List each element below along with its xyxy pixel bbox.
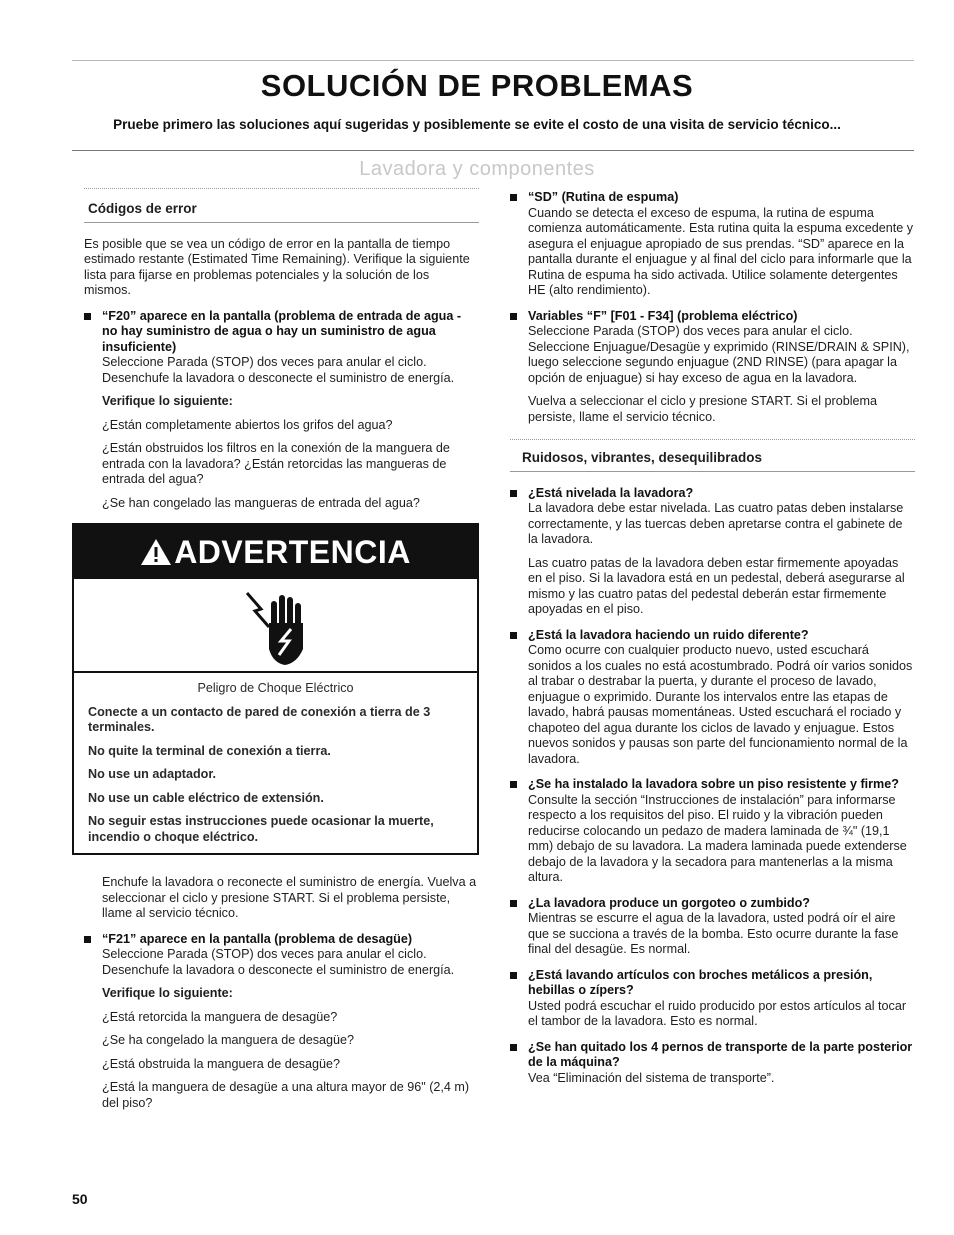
f21-text: Seleccione Parada (STOP) dos veces para anular el ciclo. Desenchufe la lavadora o desconecte el suministro de energía. <box>102 947 455 977</box>
list-item <box>510 190 915 299</box>
n1-title: ¿Está nivelada la lavadora? <box>528 485 694 500</box>
f21-q3: ¿Está obstruida la manguera de desagüe? <box>102 1056 341 1071</box>
top-rule <box>72 60 914 61</box>
n3-text: Consulte la sección “Instrucciones de instalación” para informarse respecto a los requisitos del piso. El ruido y la vibración pueden reducirse colocando un pedazo de madera laminada de ¾" (19,1 mm) debajo de su lavadora. La madera laminada puede extenderse debajo de la lavadora y la secadora para mantenerlas a la misma altura. <box>528 792 907 884</box>
f20-text: Seleccione Parada (STOP) dos veces para anular el ciclo. Desenchufe la lavadora o desconecte el suministro de energía. <box>102 355 455 385</box>
fvar-text: Seleccione Parada (STOP) dos veces para anular el ciclo. Seleccione Enjuague/Desagüe y exprimido (RINSE/DRAIN & SPIN), luego seleccione segundo enjuague (2ND RINSE) (para apagar la opción de enjuague) si hay exceso de agua en la lavadora. <box>528 324 910 385</box>
fvar-text-2: Vuelva a seleccionar el ciclo y presione START. Si el problema persiste, llame el servicio técnico. <box>528 394 878 424</box>
list-item <box>84 932 479 979</box>
f20-q2: ¿Están obstruidos los filtros en la conexión de la manguera de entrada con la lavadora? ¿Están retorcidas las mangueras de entrada del agua? <box>102 441 450 486</box>
intro-text: Es posible que se vea un código de error en la pantalla de tiempo estimado restante (Estimated Time Remaining). Verifique la siguiente lista para fijarse en problemas potenciales y la solución de los mismos. <box>84 236 470 297</box>
f20-q3: ¿Se han congelado las mangueras de entrada del agua? <box>102 495 420 510</box>
f20-title: “F20” aparece en la pantalla (problema de entrada de agua - no hay suministro de agua o hay un suministro de agua insuficiente) <box>102 308 462 354</box>
hazard-text: Peligro de Choque Eléctrico <box>197 681 354 695</box>
n4-text: Mientras se escurre el agua de la lavadora, usted podrá oír el aire que se succiona a través de la bomba. Esto ocurre durante la fase final del desagüe. Es normal. <box>528 911 899 956</box>
noise-heading: Ruidosos, vibrantes, desequilibrados <box>522 450 763 465</box>
fvar-title: Variables “F” [F01 - F34] (problema eléctrico) <box>528 308 798 323</box>
list-item <box>510 896 915 958</box>
f20-q1: ¿Están completamente abiertos los grifos del agua? <box>102 417 393 432</box>
warning-line-3: No use un adaptador. <box>88 767 217 781</box>
warning-line-1: Conecte a un contacto de pared de conexión a tierra de 3 terminales. <box>88 704 431 734</box>
f21-title: “F21” aparece en la pantalla (problema de desagüe) <box>102 931 413 946</box>
list-item <box>510 628 915 768</box>
n4-title: ¿La lavadora produce un gorgoteo o zumbido? <box>528 895 810 910</box>
section-heading: Lavadora y componentes <box>359 158 595 180</box>
list-item <box>510 777 915 886</box>
f21-q2: ¿Se ha congelado la manguera de desagüe? <box>102 1033 355 1047</box>
warning-header <box>74 525 477 579</box>
divider <box>72 150 914 151</box>
codes-heading: Códigos de error <box>88 201 197 216</box>
warning-line-4: No use un cable eléctrico de extensión. <box>88 790 324 805</box>
sd-text: Cuando se detecta el exceso de espuma, la rutina de espuma comienza automáticamente. Esta rutina quita la espuma excedente y asegura el enjuague apropiado de sus prendas. “SD” aparece en la pantalla durante el enjuague y al final del ciclo para informarle que la Rutina de espuma ha sido activada. Utilice solamente detergentes HE (alto rendimiento). <box>528 205 914 297</box>
dotted-rule <box>84 188 479 189</box>
n2-title: ¿Está la lavadora haciendo un ruido diferente? <box>528 627 809 642</box>
f21-q1: ¿Está retorcida la manguera de desagüe? <box>102 1009 338 1024</box>
n1-text-2: Las cuatro patas de la lavadora deben estar firmemente apoyadas en el piso. Si la lavadora está en un pedestal, deberá asegurarse al mismo y las cuatro patas del pedestal deberán estar firmemente apoyadas en el piso. <box>528 555 905 616</box>
list-item <box>510 1040 915 1087</box>
right-column <box>510 190 915 1086</box>
n5-text: Usted podrá escuchar el ruido producido por estos artículos al tocar el tambor de la lavadora. Esto es normal. <box>528 998 907 1028</box>
page-title: SOLUCIÓN DE PROBLEMAS <box>260 68 694 103</box>
n2-text: Como ocurre con cualquier producto nuevo, usted escuchará sonidos a los cuales no está acostumbrado. Podrá oír varios sonidos al trabar o destrabar la puerta, y durante el proceso de lavado, enjuague o exprimido. Durante los intervalos entre las etapas de lavado, habrá pausas momentáneas. Usted escuchará el rociado y chapoteo del agua durante los ciclos de lavado y enjuague. Estos nuevos sonidos y pausas son parte del funcionamiento normal de la lavadora. <box>528 643 913 766</box>
after-warning-text: Enchufe la lavadora o reconecte el suministro de energía. Vuelva a seleccionar el ciclo y presione START. Si el problema persiste, llame al servicio técnico. <box>102 875 477 920</box>
f20-check: Verifique lo siguiente: <box>102 394 233 408</box>
page-subtitle: Pruebe primero las soluciones aquí sugeridas y posiblemente se evite el costo de una visita de servicio técnico... <box>113 117 841 132</box>
page-number: 50 <box>72 1191 88 1207</box>
warning-box <box>72 523 479 855</box>
warning-line-2: No quite la terminal de conexión a tierra. <box>88 743 331 758</box>
n1-text: La lavadora debe estar nivelada. Las cuatro patas deben instalarse correctamente, y las tuercas deben apretarse contra el gabinete de la lavadora. <box>528 501 904 546</box>
n6-title: ¿Se han quitado los 4 pernos de transporte de la parte posterior de la máquina? <box>528 1039 913 1069</box>
f21-q4: ¿Está la manguera de desagüe a una altura mayor de 96" (2,4 m) del piso? <box>102 1080 470 1110</box>
warning-triangle-icon <box>140 538 172 566</box>
n5-title: ¿Está lavando artículos con broches metálicos a presión, hebillas o zípers? <box>528 967 873 997</box>
warning-body <box>74 673 477 853</box>
f21-check: Verifique lo siguiente: <box>102 986 233 1000</box>
dotted-rule <box>510 439 915 440</box>
list-item <box>510 309 915 426</box>
warning-line-5: No seguir estas instrucciones puede ocasionar la muerte, incendio o choque eléctrico. <box>88 814 434 844</box>
sd-title: “SD” (Rutina de espuma) <box>528 190 679 204</box>
left-column <box>84 188 479 1111</box>
list-item <box>510 968 915 1030</box>
list-item <box>84 309 479 387</box>
n6-text: Vea “Eliminación del sistema de transporte”. <box>528 1070 775 1085</box>
warning-icon-area <box>74 579 477 673</box>
list-item <box>510 486 915 618</box>
n3-title: ¿Se ha instalado la lavadora sobre un piso resistente y firme? <box>528 777 899 791</box>
heading-rule <box>510 471 915 472</box>
electric-shock-hand-icon <box>241 583 311 669</box>
warning-heading: ADVERTENCIA <box>174 534 411 570</box>
